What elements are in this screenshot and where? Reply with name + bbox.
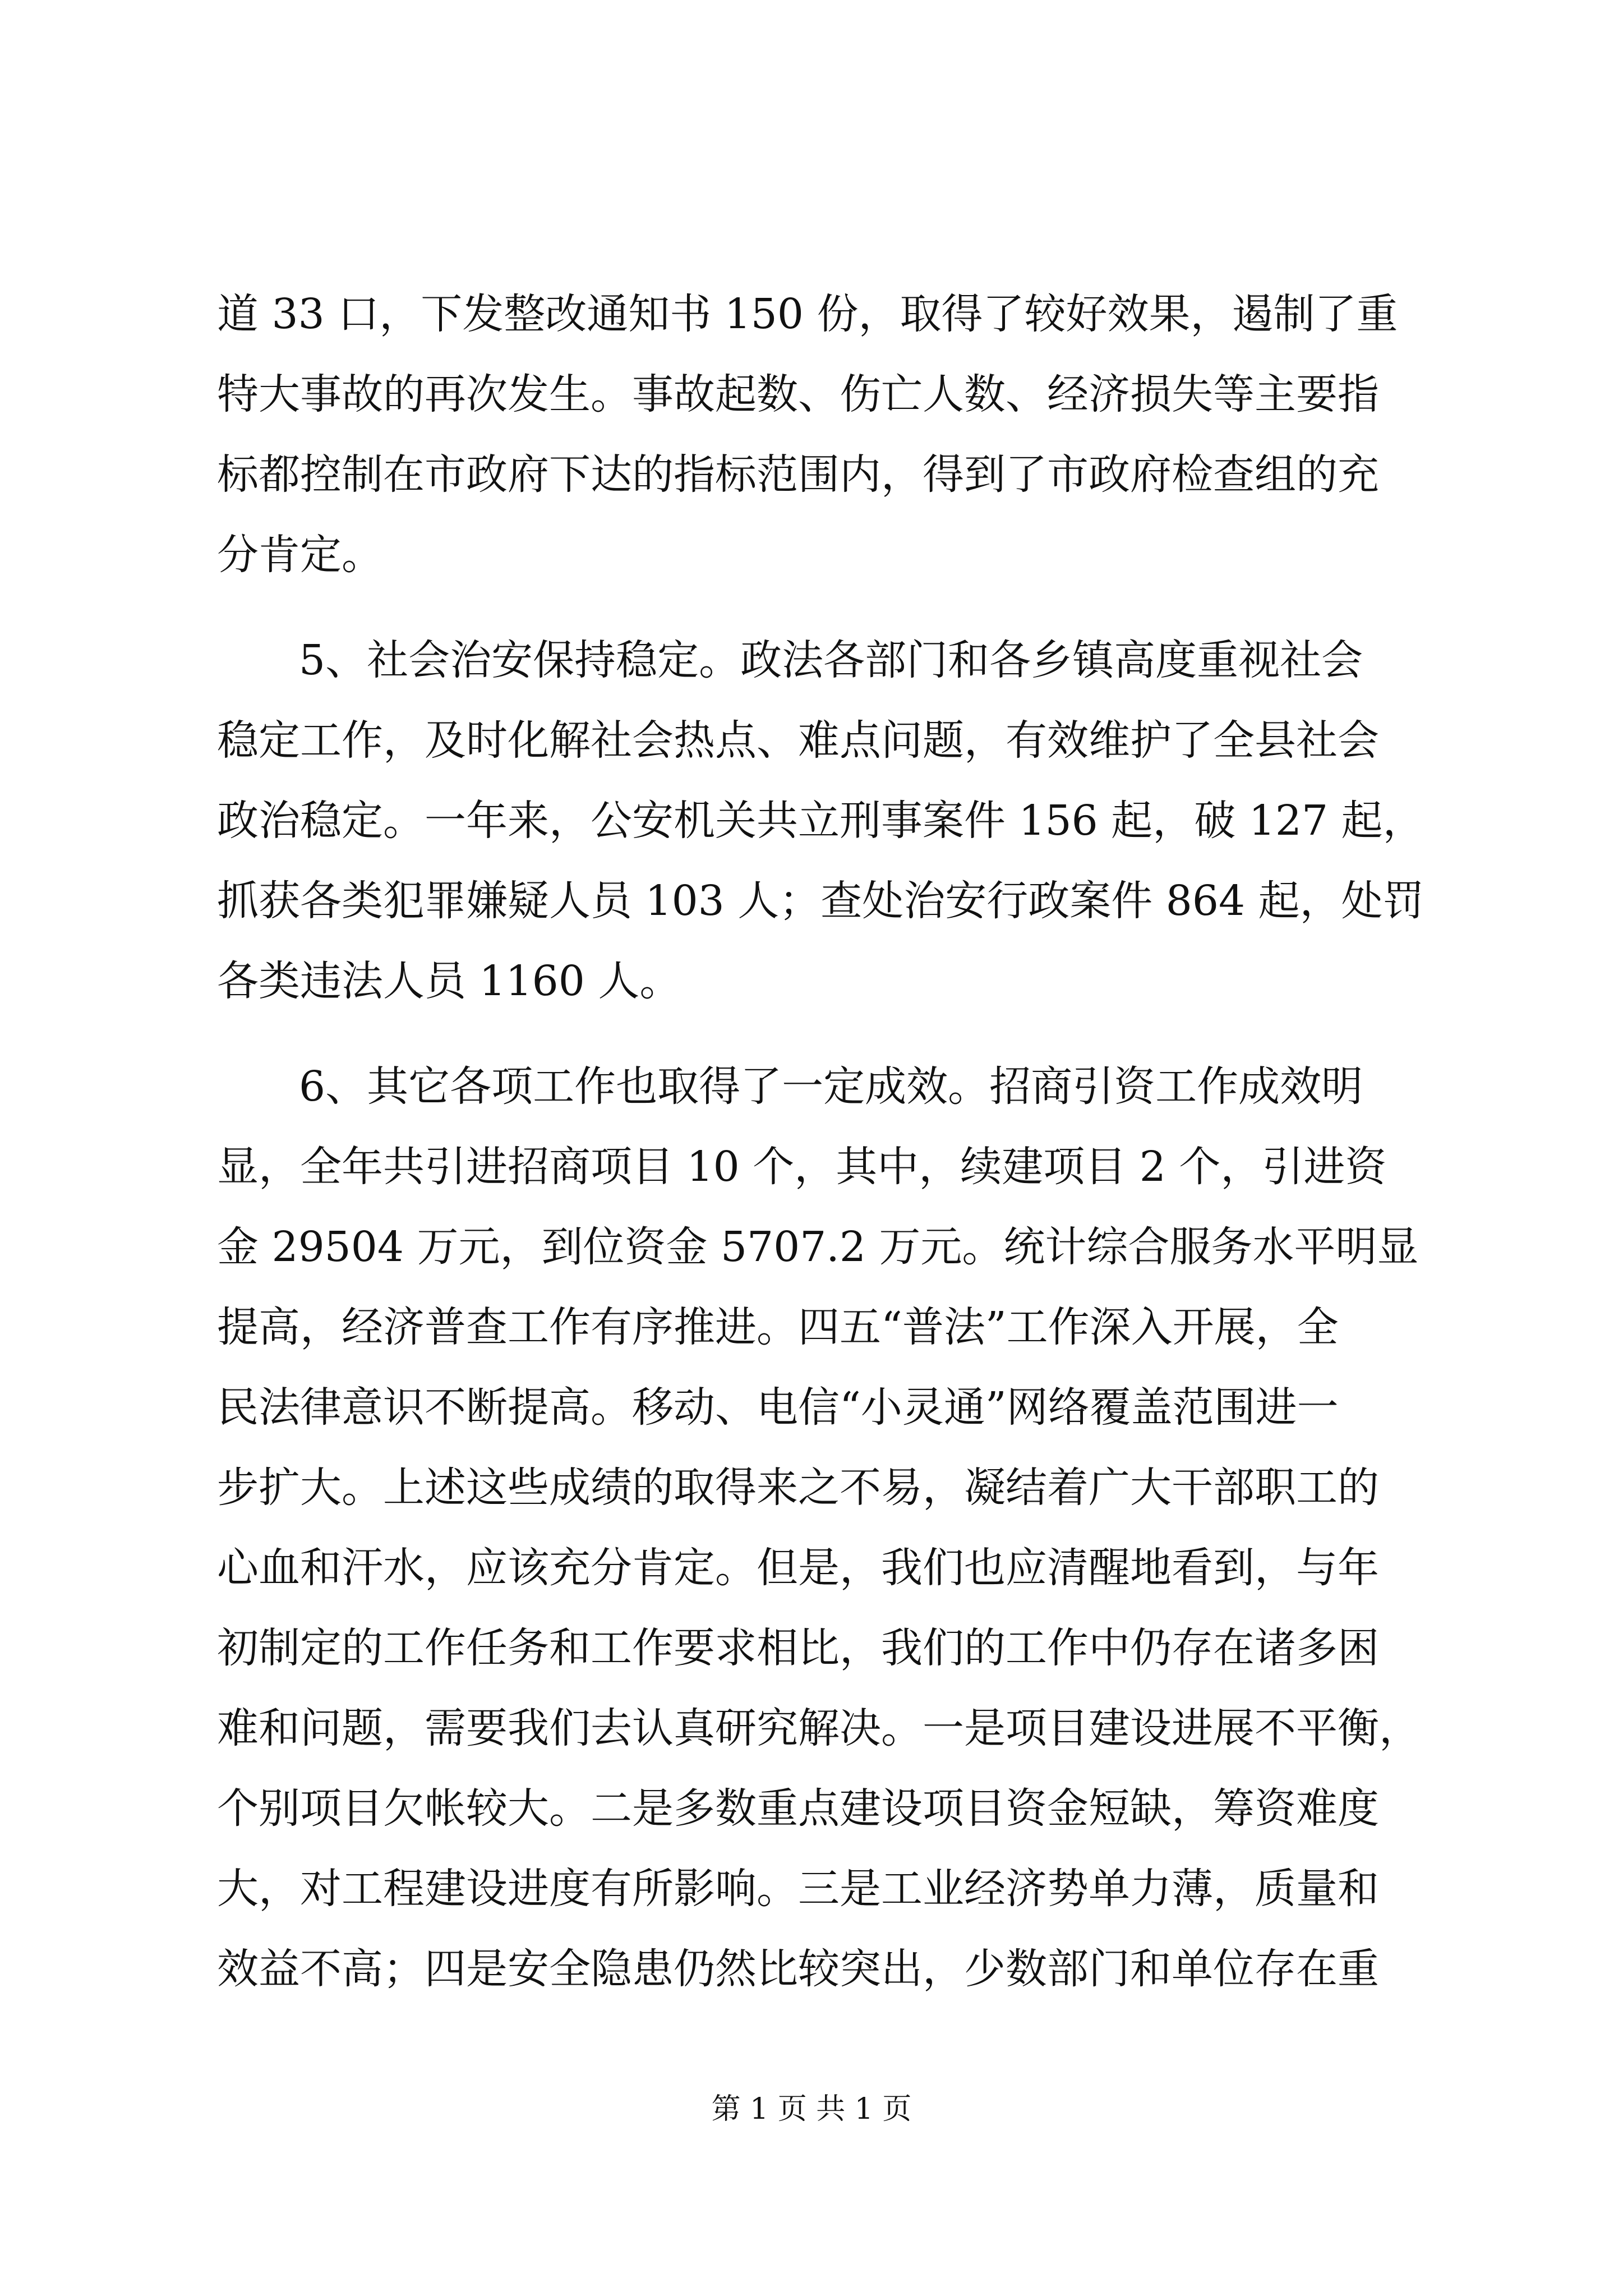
paragraph-start-line: 5、社会治安保持稳定。政法各部门和各乡镇高度重视社会 — [299, 636, 1363, 684]
body-text-line: 难和问题，需要我们去认真研究解决。一是项目建设进展不平衡， — [217, 1704, 1421, 1752]
body-text-line: 提高，经济普查工作有序推进。四五“普法”工作深入开展，全 — [217, 1303, 1339, 1351]
paragraph-start-line: 6、其它各项工作也取得了一定成效。招商引资工作成效明 — [299, 1062, 1363, 1111]
body-text-line: 抓获各类犯罪嫌疑人员 103 人；查处治安行政案件 864 起，处罚 — [217, 877, 1424, 925]
body-text-line: 心血和汗水，应该充分肯定。但是，我们也应清醒地看到，与年 — [217, 1544, 1379, 1592]
body-text-line: 道 33 口，下发整改通知书 150 份，取得了较好效果，遏制了重 — [217, 290, 1398, 338]
body-text-line: 政治稳定。一年来，公安机关共立刑事案件 156 起，破 127 起， — [217, 797, 1424, 845]
body-text-line: 效益不高；四是安全隐患仍然比较突出，少数部门和单位存在重 — [217, 1945, 1379, 1993]
body-text-line: 民法律意识不断提高。移动、电信“小灵通”网络覆盖范围进一 — [217, 1383, 1339, 1432]
body-text-line: 步扩大。上述这些成绩的取得来之不易，凝结着广大干部职工的 — [217, 1464, 1379, 1512]
page-footer: 第 1 页 共 1 页 — [711, 2092, 912, 2126]
body-text-line: 各类违法人员 1160 人。 — [217, 957, 681, 1005]
body-text-line: 稳定工作，及时化解社会热点、难点问题，有效维护了全县社会 — [217, 716, 1379, 765]
body-text-line: 标都控制在市政府下达的指标范围内，得到了市政府检查组的充 — [217, 450, 1379, 499]
body-text-line: 金 29504 万元，到位资金 5707.2 万元。统计综合服务水平明显 — [217, 1223, 1419, 1271]
body-text-line: 初制定的工作任务和工作要求相比，我们的工作中仍存在诸多困 — [217, 1624, 1379, 1672]
body-text-line: 个别项目欠帐较大。二是多数重点建设项目资金短缺，筹资难度 — [217, 1784, 1379, 1833]
body-text-line: 特大事故的再次发生。事故起数、伤亡人数、经济损失等主要指 — [217, 370, 1379, 418]
body-text-line: 显，全年共引进招商项目 10 个，其中，续建项目 2 个，引进资 — [217, 1143, 1387, 1191]
body-text-line: 大，对工程建设进度有所影响。三是工业经济势单力薄，质量和 — [217, 1865, 1379, 1913]
body-text-line: 分肯定。 — [217, 531, 383, 579]
